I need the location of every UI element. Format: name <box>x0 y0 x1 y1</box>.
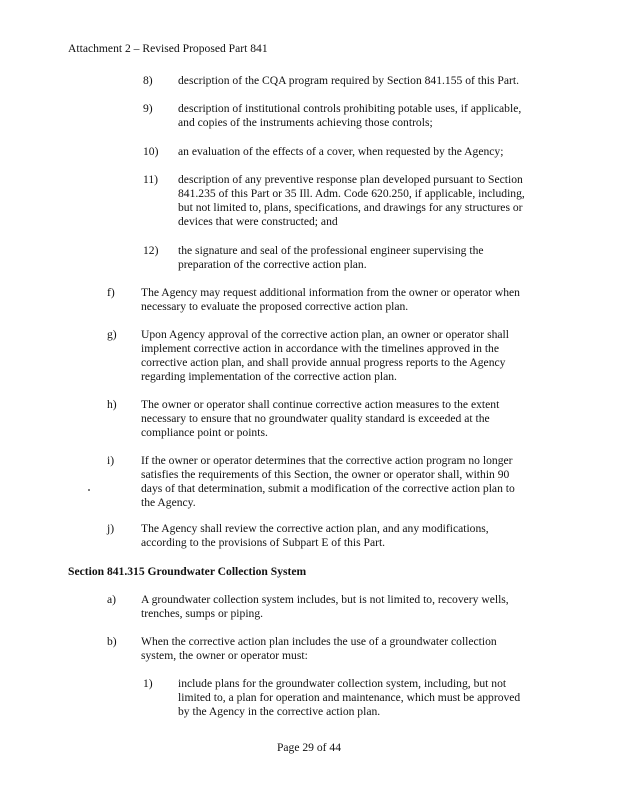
subsection-letter: b) <box>107 635 117 648</box>
subsection-letter: a) <box>107 593 117 606</box>
subsection-line: the Agency. <box>141 496 196 509</box>
subsection-line: The owner or operator shall continue corrective action measures to the extent <box>141 398 500 411</box>
subsection-line: The Agency shall review the corrective action plan, and any modifications, <box>141 522 489 535</box>
subsection-line: If the owner or operator determines that the corrective action program no longer <box>141 454 513 467</box>
subsection-line: Upon Agency approval of the corrective action plan, an owner or operator shall <box>141 328 509 341</box>
item-line: preparation of the corrective action plan. <box>178 258 367 271</box>
subsection-line: necessary to ensure that no groundwater quality standard is exceeded at the <box>141 412 490 425</box>
subsection-letter: g) <box>107 328 117 341</box>
subsection-line: When the corrective action plan includes the use of a groundwater collection <box>141 635 497 648</box>
item-number: 8) <box>143 74 153 87</box>
item-line: include plans for the groundwater collection system, including, but not <box>178 677 507 690</box>
subsection-letter: f) <box>107 286 115 299</box>
subsection-line: days of that determination, submit a modification of the corrective action plan to <box>141 482 515 495</box>
item-line: 841.235 of this Part or 35 Ill. Adm. Code 620.250, if applicable, including, <box>178 187 525 200</box>
document-header: Attachment 2 – Revised Proposed Part 841 <box>68 42 268 55</box>
subsection-line: trenches, sumps or piping. <box>141 607 264 620</box>
subsection-letter: h) <box>107 398 117 411</box>
subsection-letter: j) <box>107 522 115 535</box>
item-line: description of institutional controls prohibiting potable uses, if applicable, <box>178 102 522 115</box>
stray-mark <box>88 489 90 491</box>
item-line: limited to, a plan for operation and maintenance, which must be approved <box>178 691 521 704</box>
subsection-line: system, the owner or operator must: <box>141 649 308 662</box>
item-number: 12) <box>143 244 159 257</box>
subsection-line: compliance point or points. <box>141 426 268 439</box>
subsection-line: satisfies the requirements of this Section, the owner or operator shall, within 90 <box>141 468 510 481</box>
item-number: 10) <box>143 145 159 158</box>
item-line: by the Agency in the corrective action plan. <box>178 705 381 718</box>
subsection-letter: i) <box>107 454 115 467</box>
section-heading: Section 841.315 Groundwater Collection System <box>68 565 307 578</box>
item-number: 9) <box>143 102 153 115</box>
subsection-line: corrective action plan, and shall provide annual progress reports to the Agency <box>141 356 506 369</box>
item-number: 1) <box>143 677 153 690</box>
item-line: devices that were constructed; and <box>178 215 338 228</box>
subsection-line: A groundwater collection system includes, but is not limited to, recovery wells, <box>141 593 509 606</box>
item-line: an evaluation of the effects of a cover, when requested by the Agency; <box>178 145 504 158</box>
item-number: 11) <box>143 173 159 186</box>
item-line: the signature and seal of the professional engineer supervising the <box>178 244 484 257</box>
item-line: description of any preventive response plan developed pursuant to Section <box>178 173 523 186</box>
subsection-line: regarding implementation of the corrective action plan. <box>141 370 397 383</box>
item-line: but not limited to, plans, specifications, and drawings for any structures or <box>178 201 523 214</box>
page-number: Page 29 of 44 <box>276 741 342 754</box>
item-line: and copies of the instruments achieving those controls; <box>178 116 433 129</box>
item-line: description of the CQA program required by Section 841.155 of this Part. <box>178 74 519 87</box>
subsection-line: necessary to evaluate the proposed corrective action plan. <box>141 300 409 313</box>
subsection-line: implement corrective action in accordance with the timelines approved in the <box>141 342 499 355</box>
subsection-line: The Agency may request additional information from the owner or operator when <box>141 286 520 299</box>
subsection-line: according to the provisions of Subpart E of this Part. <box>141 536 386 549</box>
